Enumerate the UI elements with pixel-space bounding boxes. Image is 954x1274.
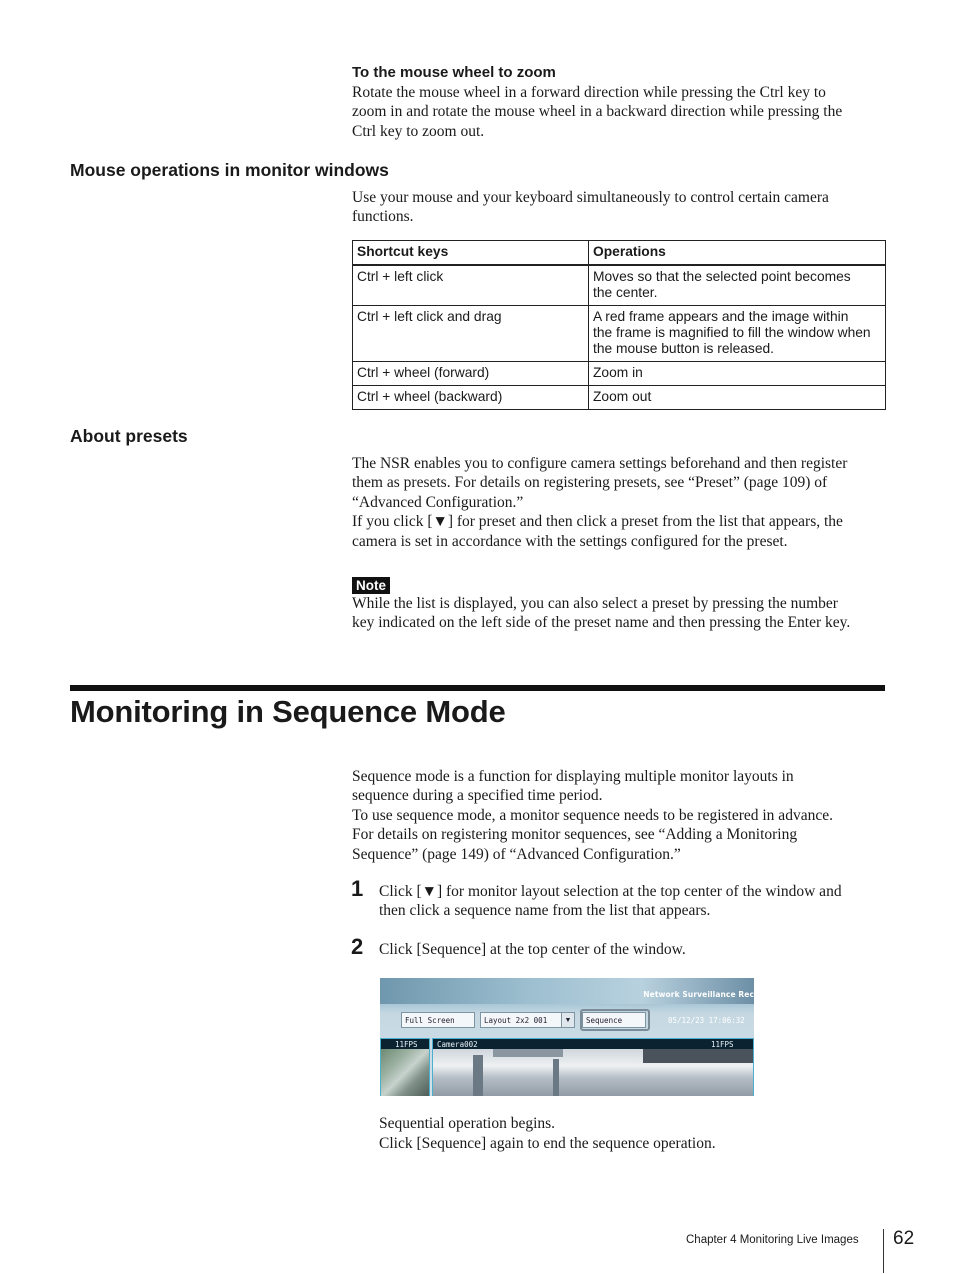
brand-title: Network Surveillance Rec [643,990,754,999]
presets-heading: About presets [70,426,188,446]
table-row [353,362,886,386]
body-line: Ctrl key to zoom out. [352,122,485,140]
camera-image [433,1049,753,1096]
image-detail [473,1055,483,1096]
layout-select[interactable]: Layout 2x2 001 [480,1012,562,1028]
footer-chapter: Chapter 4 Monitoring Live Images [686,1234,859,1246]
body-line: key indicated on the left side of the preset name and then pressing the Enter key. [352,614,851,632]
note-block [352,577,390,595]
header-operations: Operations [589,241,886,266]
body-line: To use sequence mode, a monitor sequence needs to be registered in advance. [352,806,833,824]
step-text [379,940,899,959]
monitor-window-left[interactable] [380,1038,430,1096]
monitor-window-right[interactable] [432,1038,754,1096]
sequence-screenshot [380,978,754,1096]
sequence-intro [352,767,897,864]
operation-line: A red frame appears and the image within [593,309,849,324]
page-title: Monitoring in Sequence Mode [70,694,506,729]
fps-label: 11FPS [395,1040,418,1049]
camera-name-label: Camera002 [437,1040,478,1049]
operation-line: Moves so that the selected point becomes [593,269,851,284]
datetime-readout: 05/12/23 17:06:32 [668,1016,745,1025]
fps-label: 11FPS [711,1040,734,1049]
presets-body [352,454,897,551]
shortcut-cell: Ctrl + left click and drag [353,306,589,362]
operation-line: Zoom in [593,365,643,380]
operation-cell [589,265,886,306]
page-number: 62 [893,1228,915,1249]
chevron-down-icon[interactable]: ▼ [561,1012,575,1028]
body-line: sequence during a specified time period. [352,787,603,805]
footer-divider [883,1229,884,1273]
body-line: zoom in and rotate the mouse wheel in a backward direction while pressing the [352,103,843,121]
body-line: “Advanced Configuration.” [352,493,524,511]
operation-cell [589,362,886,386]
note-badge: Note [352,577,390,594]
table-row [353,306,886,362]
body-line: Sequential operation begins. [379,1115,556,1132]
body-line: While the list is displayed, you can also select a preset by pressing the number [352,595,838,612]
shortcut-table [352,240,886,410]
shortcut-cell: Ctrl + wheel (forward) [353,362,589,386]
shortcut-cell: Ctrl + left click [353,265,589,306]
image-detail [553,1059,559,1096]
operation-line: the frame is magnified to fill the window when [593,325,871,340]
operation-line: the mouse button is released. [593,341,775,356]
operation-cell [589,306,886,362]
mouse-ops-heading: Mouse operations in monitor windows [70,160,389,180]
table-row [353,386,886,410]
note-body [352,594,897,633]
body-line: Click [Sequence] at the top center of the window. [379,941,686,958]
body-line: Sequence mode is a function for displaying multiple monitor layouts in [352,768,794,785]
wheel-zoom-heading: To the mouse wheel to zoom [352,64,556,81]
body-line: The NSR enables you to configure camera settings beforehand and then register [352,455,848,472]
body-line: Sequence” (page 149) of “Advanced Configuration.” [352,845,681,863]
camera-image [381,1049,429,1096]
section-rule [70,685,885,691]
step-text [379,882,899,921]
operation-line: Zoom out [593,389,652,404]
body-line: Click [Sequence] again to end the sequence operation. [379,1135,716,1152]
body-line: If you click [▼] for preset and then click a preset from the list that appears, the [352,513,843,531]
image-detail [493,1049,563,1057]
mouse-ops-intro [352,188,892,227]
step-number: 2 [351,934,364,959]
table-header-row [353,241,886,266]
table-row [353,265,886,306]
full-screen-button[interactable]: Full Screen [401,1012,475,1028]
step-number: 1 [351,876,364,901]
image-detail [643,1049,753,1063]
body-line: Click [▼] for monitor layout selection at the top center of the window and [379,883,842,900]
operation-cell [589,386,886,410]
operation-line: the center. [593,285,658,300]
body-line: Rotate the mouse wheel in a forward direction while pressing the Ctrl key to [352,84,826,101]
header-shortcut-keys: Shortcut keys [353,241,589,266]
wheel-zoom-body [352,83,892,141]
body-line: camera is set in accordance with the settings configured for the preset. [352,532,788,550]
body-line: For details on registering monitor sequences, see “Adding a Monitoring [352,826,798,844]
body-line: Use your mouse and your keyboard simultaneously to control certain camera [352,189,829,206]
body-line: then click a sequence name from the list that appears. [379,902,711,920]
body-line: functions. [352,208,414,226]
shortcut-cell: Ctrl + wheel (backward) [353,386,589,410]
after-steps-text [379,1114,899,1153]
sequence-button[interactable]: Sequence [582,1012,646,1028]
body-line: them as presets. For details on registering presets, see “Preset” (page 109) of [352,474,828,492]
